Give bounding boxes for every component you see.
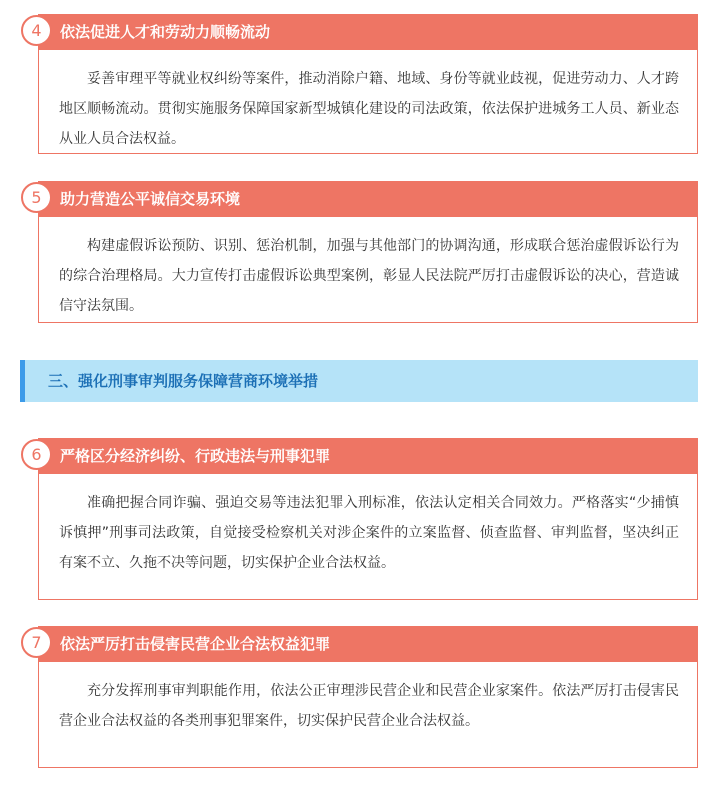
- card-title: 依法严厉打击侵害民营企业合法权益犯罪: [60, 635, 331, 653]
- card-number-badge: 5: [21, 182, 52, 213]
- card-body: [38, 50, 698, 154]
- card-body: [38, 217, 698, 323]
- card-text: 准确把握合同诈骗、强迫交易等违法犯罪入刑标准，依法认定相关合同效力。严格落实“少捕慎诉慎押”刑事司法政策，自觉接受检察机关对涉企案件的立案监督、侦查监督、审判监督，坚决纠正有案不立、久拖不决等问题，切实保护企业合法权益。: [59, 495, 679, 571]
- card-body: [38, 474, 698, 600]
- card-body: [38, 662, 698, 768]
- card-title: 助力营造公平诚信交易环境: [60, 190, 241, 208]
- card-title: 依法促进人才和劳动力顺畅流动: [60, 23, 271, 41]
- card-text: 妥善审理平等就业权纠纷等案件，推动消除户籍、地域、身份等就业歧视，促进劳动力、人才跨地区顺畅流动。贯彻实施服务保障国家新型城镇化建设的司法政策，依法保护进城务工人员、新业态从业人员合法权益。: [59, 71, 679, 147]
- card-text: 构建虚假诉讼预防、识别、惩治机制，加强与其他部门的协调沟通，形成联合惩治虚假诉讼行为的综合治理格局。大力宣传打击虚假诉讼典型案例，彰显人民法院严厉打击虚假诉讼的决心，营造诚信守法氛围。: [59, 238, 679, 314]
- section-header: [20, 360, 698, 402]
- card-number-badge: 6: [21, 439, 52, 470]
- card-text: 充分发挥刑事审判职能作用，依法公正审理涉民营企业和民营企业家案件。依法严厉打击侵害民营企业合法权益的各类刑事犯罪案件，切实保护民营企业合法权益。: [59, 683, 679, 729]
- card-number-badge: 4: [21, 15, 52, 46]
- card-number-badge: 7: [21, 627, 52, 658]
- card-header: [31, 14, 698, 50]
- card-title: 严格区分经济纠纷、行政违法与刑事犯罪: [60, 447, 331, 465]
- card-header: [31, 626, 698, 662]
- card-header: [31, 181, 698, 217]
- section-title: 三、强化刑事审判服务保障营商环境举措: [48, 372, 319, 390]
- section-accent-bar: [20, 360, 25, 402]
- card-header: [31, 438, 698, 474]
